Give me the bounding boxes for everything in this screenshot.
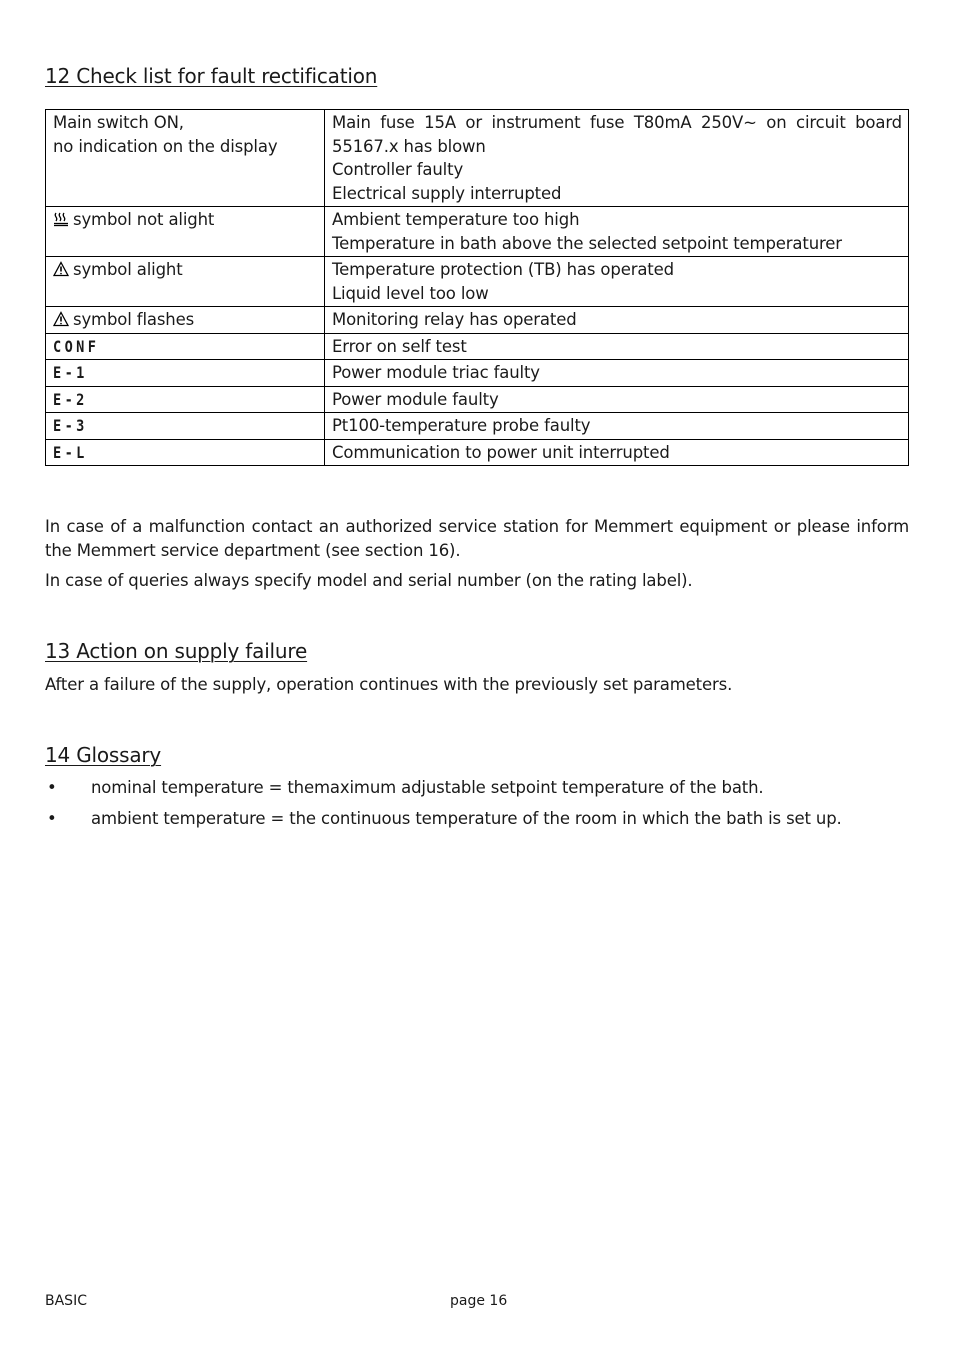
fault-row bbox=[46, 257, 909, 307]
fault-cause-cell bbox=[325, 257, 909, 307]
fault-cause-line: Ambient temperature too high bbox=[332, 210, 580, 229]
fault-condition-line bbox=[53, 441, 318, 465]
queries-note: In case of queries always specify model and serial number (on the rating label). bbox=[45, 571, 693, 590]
fault-condition-line bbox=[53, 414, 318, 438]
fault-condition-cell bbox=[46, 257, 325, 307]
fault-cause-line: Pt100-temperature probe faulty bbox=[332, 416, 591, 435]
bullet-icon: • bbox=[47, 778, 57, 797]
error-code: CONF bbox=[53, 336, 100, 356]
fault-condition-cell bbox=[46, 333, 325, 360]
fault-cause-line: Electrical supply interrupted bbox=[332, 183, 562, 203]
fault-cause-cell bbox=[325, 386, 909, 413]
footer-page-number: page 16 bbox=[450, 1293, 508, 1309]
section-13-heading: 13 Action on supply failure bbox=[45, 639, 308, 663]
fault-condition-text: symbol alight bbox=[73, 260, 183, 279]
fault-row bbox=[46, 386, 909, 413]
fault-condition-line bbox=[53, 258, 318, 282]
fault-row bbox=[46, 360, 909, 387]
fault-condition-text: symbol not alight bbox=[73, 210, 215, 229]
fault-condition-text: no indication on the display bbox=[53, 136, 278, 156]
fault-condition-line bbox=[53, 208, 318, 232]
section-12-heading: 12 Check list for fault rectification bbox=[45, 64, 378, 88]
fault-cause-line: Monitoring relay has operated bbox=[332, 310, 577, 329]
supply-failure-text: After a failure of the supply, operation continues with the previously set parameters. bbox=[45, 675, 733, 694]
fault-cause-line: Liquid level too low bbox=[332, 283, 489, 303]
fault-condition-cell bbox=[46, 307, 325, 334]
fault-cause-cell bbox=[325, 333, 909, 360]
fault-condition-line bbox=[53, 361, 318, 385]
fault-row bbox=[46, 413, 909, 440]
fault-cause-line: Communication to power unit interrupted bbox=[332, 442, 670, 462]
fault-cause-line: Power module triac faulty bbox=[332, 363, 540, 382]
fault-condition-line bbox=[53, 135, 318, 159]
fault-condition-cell bbox=[46, 207, 325, 257]
fault-condition-line bbox=[53, 388, 318, 412]
error-code: E-L bbox=[53, 442, 88, 462]
fault-cause-line: Temperature protection (TB) has operated bbox=[332, 260, 674, 279]
fault-row bbox=[46, 110, 909, 207]
error-code: E-1 bbox=[53, 363, 88, 382]
glossary-item-text: nominal temperature = themaximum adjustable setpoint temperature of the bath. bbox=[91, 778, 764, 797]
fault-cause-cell bbox=[325, 360, 909, 387]
fault-row bbox=[46, 207, 909, 257]
fault-cause-line: Main fuse 15A or instrument fuse T80mA 250V∼ on circuit board 55167.x has blown bbox=[332, 113, 902, 156]
heater-icon bbox=[53, 211, 69, 227]
fault-cause-cell bbox=[325, 307, 909, 334]
fault-cause-cell bbox=[325, 439, 909, 466]
fault-condition-cell bbox=[46, 386, 325, 413]
fault-cause-cell bbox=[325, 110, 909, 207]
fault-row bbox=[46, 307, 909, 334]
section-14-heading: 14 Glossary bbox=[45, 743, 162, 767]
footer-model: BASIC bbox=[45, 1293, 87, 1309]
fault-condition-line bbox=[53, 335, 318, 359]
fault-checklist-table bbox=[45, 109, 909, 466]
fault-cause-line: Temperature in bath above the selected setpoint temperaturer bbox=[332, 233, 842, 253]
fault-row bbox=[46, 333, 909, 360]
fault-condition-cell bbox=[46, 439, 325, 466]
warning-triangle-icon bbox=[53, 261, 69, 277]
fault-condition-text: symbol flashes bbox=[73, 310, 195, 329]
error-code: E-2 bbox=[53, 389, 88, 409]
error-code: E-3 bbox=[53, 416, 88, 435]
fault-condition-line bbox=[53, 111, 318, 135]
malfunction-note: In case of a malfunction contact an authorized service station for Memmert equipment or please inform the Memmert service department (see section 16). bbox=[45, 517, 909, 560]
glossary-item bbox=[45, 776, 909, 800]
glossary-item bbox=[45, 807, 909, 831]
fault-cause-line: Power module faulty bbox=[332, 389, 499, 409]
fault-cause-cell bbox=[325, 207, 909, 257]
fault-row bbox=[46, 439, 909, 466]
glossary-item-text: ambient temperature = the continuous temperature of the room in which the bath is set up. bbox=[91, 809, 842, 828]
fault-cause-cell bbox=[325, 413, 909, 440]
fault-condition-cell bbox=[46, 110, 325, 207]
glossary-list bbox=[45, 776, 909, 838]
warning-triangle-icon bbox=[53, 311, 69, 327]
fault-condition-text: Main switch ON, bbox=[53, 113, 184, 132]
fault-condition-line bbox=[53, 308, 318, 332]
fault-cause-line: Controller faulty bbox=[332, 160, 464, 179]
fault-cause-line: Error on self test bbox=[332, 336, 467, 356]
bullet-icon: • bbox=[47, 809, 57, 828]
fault-condition-cell bbox=[46, 413, 325, 440]
fault-condition-cell bbox=[46, 360, 325, 387]
